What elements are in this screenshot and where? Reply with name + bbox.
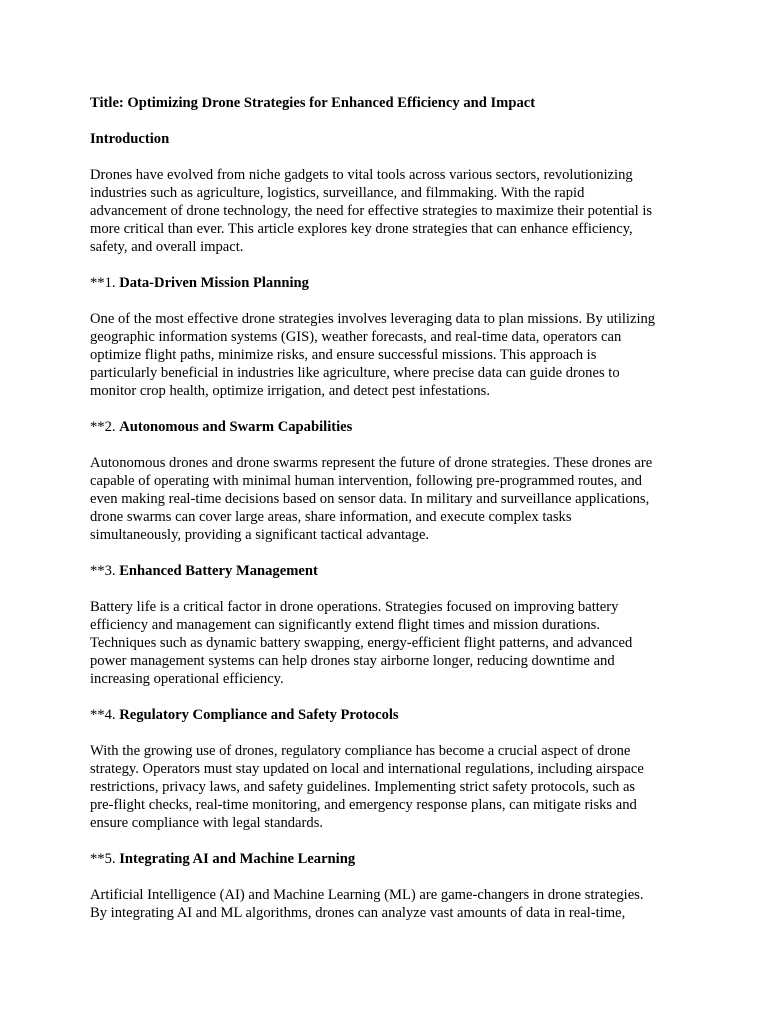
section-heading-4 (90, 706, 690, 724)
paragraph-line: strategy. Operators must stay updated on local and international regulations, including airspace (90, 761, 644, 777)
section-paragraph-3 (90, 598, 690, 688)
section-title: Autonomous and Swarm Capabilities (119, 419, 353, 435)
intro-line: safety, and overall impact. (90, 239, 244, 255)
paragraph-line: even making real-time decisions based on sensor data. In military and surveillance applications, (90, 491, 650, 507)
paragraph-line: restrictions, privacy laws, and safety guidelines. Implementing strict safety protocols, such as (90, 779, 636, 795)
paragraph-line: increasing operational efficiency. (90, 671, 284, 687)
paragraph-line: power management systems can help drones stay airborne longer, reducing downtime and (90, 653, 615, 669)
section-number: **3. (90, 563, 120, 579)
paragraph-line: Techniques such as dynamic battery swapping, energy-efficient flight patterns, and advanced (90, 635, 633, 651)
paragraph-line: drone swarms can cover large areas, share information, and execute complex tasks (90, 509, 572, 525)
paragraph-line: With the growing use of drones, regulatory compliance has become a crucial aspect of drone (90, 743, 631, 759)
section-title: Integrating AI and Machine Learning (119, 851, 356, 867)
intro-heading: Introduction (90, 131, 170, 147)
document-title: Title: Optimizing Drone Strategies for Enhanced Efficiency and Impact (90, 95, 536, 111)
paragraph-line: efficiency and management can significantly extend flight times and mission durations. (90, 617, 600, 633)
paragraph-line: simultaneously, providing a significant tactical advantage. (90, 527, 430, 543)
section-paragraph-2 (90, 454, 690, 544)
section-number: **5. (90, 851, 120, 867)
intro-line: more critical than ever. This article explores key drone strategies that can enhance efficiency, (90, 221, 633, 237)
document-page (90, 94, 690, 940)
section-title: Regulatory Compliance and Safety Protocols (119, 707, 399, 723)
paragraph-line: pre-flight checks, real-time monitoring, and emergency response plans, can mitigate risks and (90, 797, 637, 813)
section-number: **4. (90, 707, 120, 723)
paragraph-line: monitor crop health, optimize irrigation, and detect pest infestations. (90, 383, 491, 399)
paragraph-line: capable of operating with minimal human intervention, following pre-programmed routes, and (90, 473, 642, 489)
section-heading-1 (90, 274, 690, 292)
paragraph-line: One of the most effective drone strategies involves leveraging data to plan missions. By utilizing (90, 311, 656, 327)
paragraph-line: Battery life is a critical factor in drone operations. Strategies focused on improving battery (90, 599, 619, 615)
paragraph-line: By integrating AI and ML algorithms, drones can analyze vast amounts of data in real-time, (90, 905, 626, 921)
paragraph-line: Artificial Intelligence (AI) and Machine Learning (ML) are game-changers in drone strategies. (90, 887, 644, 903)
section-paragraph-1 (90, 310, 690, 400)
paragraph-line: ensure compliance with legal standards. (90, 815, 324, 831)
intro-line: advancement of drone technology, the need for effective strategies to maximize their potential is (90, 203, 653, 219)
intro-line: Drones have evolved from niche gadgets to vital tools across various sectors, revolutionizing (90, 167, 633, 183)
section-number: **2. (90, 419, 120, 435)
section-paragraph-4 (90, 742, 690, 832)
section-heading-5 (90, 850, 690, 868)
section-title: Enhanced Battery Management (119, 563, 318, 579)
intro-line: industries such as agriculture, logistics, surveillance, and filmmaking. With the rapid (90, 185, 585, 201)
section-heading-3 (90, 562, 690, 580)
section-paragraph-5 (90, 886, 690, 922)
section-title: Data-Driven Mission Planning (119, 275, 309, 291)
paragraph-line: particularly beneficial in industries like agriculture, where precise data can guide drones to (90, 365, 620, 381)
paragraph-line: optimize flight paths, minimize risks, and ensure successful missions. This approach is (90, 347, 597, 363)
intro-paragraph (90, 166, 690, 256)
section-heading-2 (90, 418, 690, 436)
paragraph-line: Autonomous drones and drone swarms represent the future of drone strategies. These drones are (90, 455, 653, 471)
paragraph-line: geographic information systems (GIS), weather forecasts, and real-time data, operators can (90, 329, 622, 345)
section-number: **1. (90, 275, 120, 291)
